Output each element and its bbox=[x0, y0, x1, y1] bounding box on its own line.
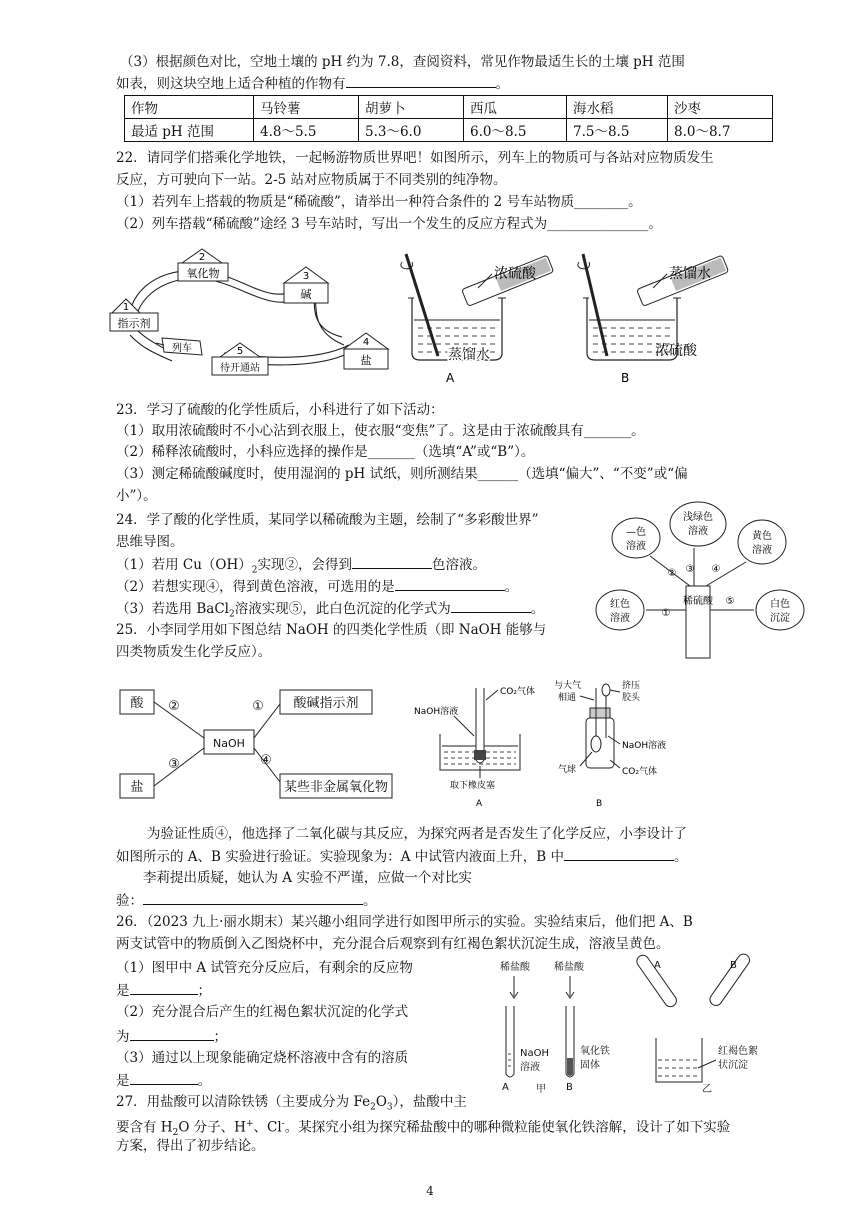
svg-text:盐: 盐 bbox=[360, 354, 372, 367]
svg-text:溶液: 溶液 bbox=[688, 526, 708, 537]
svg-text:相通: 相通 bbox=[558, 693, 577, 703]
q27-line1: 27．用盐酸可以清除铁锈（主要成分为 $Fe_2O_3$），盐酸中主 bbox=[116, 1094, 467, 1113]
q24-line4: （2）若想实现④，得到黄色溶液，可选用的是 。 bbox=[116, 576, 518, 597]
svg-text:①: ① bbox=[661, 608, 671, 619]
station-5 bbox=[212, 343, 268, 375]
q23-line5: 小”）。 bbox=[116, 488, 157, 504]
svg-text:A: A bbox=[502, 1082, 509, 1093]
svg-text:红褐色絮: 红褐色絮 bbox=[718, 1046, 758, 1057]
svg-text:酸碱指示剂: 酸碱指示剂 bbox=[293, 696, 359, 711]
q24-line1: 24．学了酸的化学性质，某同学以稀硫酸为主题，绘制了“多彩酸世界” bbox=[116, 512, 539, 528]
svg-text:稀盐酸: 稀盐酸 bbox=[500, 962, 530, 973]
svg-text:②: ② bbox=[667, 568, 677, 579]
svg-text:盐: 盐 bbox=[130, 780, 144, 795]
svg-text:列车: 列车 bbox=[172, 343, 192, 354]
q23-line2: （1）取用浓硫酸时不小心沾到衣服上，使衣服“变焦”了。这是由于浓硫酸具有_______。 bbox=[116, 423, 645, 439]
svg-text:NaOH溶液: NaOH溶液 bbox=[622, 741, 667, 751]
svg-text:3: 3 bbox=[302, 271, 310, 282]
svg-text:B: B bbox=[566, 1082, 573, 1093]
svg-text:B: B bbox=[621, 371, 630, 385]
svg-text:③: ③ bbox=[168, 757, 180, 772]
svg-text:NaOH: NaOH bbox=[520, 1048, 549, 1059]
page-number: 4 bbox=[426, 1184, 434, 1198]
table-cell: 7.5～8.5 bbox=[567, 119, 668, 142]
svg-text:氧化铁: 氧化铁 bbox=[580, 1046, 610, 1057]
svg-text:1: 1 bbox=[122, 302, 130, 313]
q27-line2: 要含有 $H_2O$ 分子、H+、Cl-。某探究小组为探究稀盐酸中的哪种微粒能使氧化铁溶解，设计了如下实验 bbox=[116, 1119, 731, 1139]
q23-line4: （3）测定稀硫酸碱度时，使用湿润的 pH 试纸，则所测结果______（选填“偏大”、“不变”或“偏 bbox=[116, 466, 688, 482]
q26-line3: （1）图甲中 A 试管充分反应后，有剩余的反应物 bbox=[116, 960, 413, 976]
q26-line4: 是 ； bbox=[116, 980, 211, 1001]
q24-line5: （3）若选用 BaCl$_2$溶液实现⑤，此白色沉淀的化学式为 。 bbox=[116, 598, 544, 625]
q26-line6: 为 ； bbox=[116, 1026, 227, 1047]
table-cell: 4.8～5.5 bbox=[254, 119, 359, 142]
q21-3-line1: （3）根据颜色对比，空地土壤的 pH 约为 7.8，查阅资料，常见作物最适生长的土壤 pH 范围 bbox=[120, 54, 685, 70]
q26-line8: 是 。 bbox=[116, 1070, 211, 1091]
svg-text:②: ② bbox=[168, 699, 180, 714]
label-concentrated-acid: 浓硫酸 bbox=[655, 343, 697, 359]
svg-text:B: B bbox=[730, 960, 737, 971]
table-cell: 5.3～6.0 bbox=[359, 119, 464, 142]
co2-experiment-b bbox=[552, 678, 682, 813]
svg-text:状沉淀: 状沉淀 bbox=[718, 1060, 748, 1071]
table-cell: 6.0～8.5 bbox=[464, 119, 567, 142]
subway-map-diagram bbox=[104, 245, 394, 380]
svg-text:待开通站: 待开通站 bbox=[220, 363, 260, 374]
table-cell: 最适 pH 范围 bbox=[125, 119, 254, 142]
table-cell: 海水稻 bbox=[567, 96, 668, 119]
label-water: 蒸馏水 bbox=[448, 347, 490, 363]
svg-text:4: 4 bbox=[362, 337, 370, 348]
node-light-green bbox=[670, 502, 726, 546]
svg-text:④: ④ bbox=[260, 753, 272, 768]
q22-line3: （1）若列车上搭载的物质是“稀硫酸”，请举出一种符合条件的 2 号车站物质________。 bbox=[116, 194, 642, 210]
svg-text:气球: 气球 bbox=[558, 765, 577, 775]
svg-text:稀盐酸: 稀盐酸 bbox=[554, 962, 584, 973]
svg-text:稀硫酸: 稀硫酸 bbox=[683, 596, 713, 607]
node-red bbox=[596, 590, 644, 630]
q27-line3: 方案，得出了初步结论。 bbox=[116, 1138, 265, 1154]
q21-3-line2: 如表，则这块空地上适合种植的作物有 。 bbox=[116, 73, 509, 94]
q25-line1: 25．小李同学用如下图总结 NaOH 的四类化学性质（即 NaOH 能够与 bbox=[116, 622, 547, 638]
svg-text:沉淀: 沉淀 bbox=[770, 613, 790, 624]
svg-text:B: B bbox=[596, 799, 603, 809]
svg-text:A: A bbox=[476, 799, 483, 809]
dilution-figure-b bbox=[573, 248, 743, 388]
svg-text:碱: 碱 bbox=[300, 288, 312, 301]
svg-text:与大气: 与大气 bbox=[554, 681, 582, 691]
q25-line6: 验： 。 bbox=[116, 890, 377, 911]
q23-line1: 23．学习了硫酸的化学性质后，小科进行了如下活动： bbox=[116, 402, 444, 418]
q22-line4: （2）列车搭载“稀硫酸”途经 3 号车站时，写出一个发生的反应方程式为_______________。 bbox=[116, 216, 662, 232]
svg-text:白色: 白色 bbox=[770, 599, 790, 610]
svg-text:2: 2 bbox=[198, 252, 206, 263]
svg-text:甲: 甲 bbox=[536, 1084, 546, 1095]
svg-text:溶液: 溶液 bbox=[610, 613, 630, 624]
svg-text:取下橡皮塞: 取下橡皮塞 bbox=[450, 781, 496, 791]
station-2 bbox=[178, 249, 228, 281]
svg-text:乙: 乙 bbox=[702, 1084, 712, 1095]
svg-text:氧化物: 氧化物 bbox=[186, 267, 220, 280]
q22-line1: 22．请同学们搭乘化学地铁，一起畅游物质世界吧！如图所示，列车上的物质可与各站对应物质发生 bbox=[116, 150, 714, 166]
dilution-figure-a bbox=[398, 248, 568, 388]
svg-text:④: ④ bbox=[711, 564, 721, 575]
q25-line5: 李莉提出质疑，她认为 A 实验不严谨，应做一个对比实 bbox=[143, 870, 472, 886]
svg-text:浅绿色: 浅绿色 bbox=[683, 512, 713, 523]
station-3 bbox=[284, 267, 328, 303]
q26-line5: （2）充分混合后产生的红褐色絮状沉淀的化学式 bbox=[116, 1004, 409, 1020]
q23-line3: （2）稀释浓硫酸时，小科应选择的操作是_______（选填“A”或“B”）。 bbox=[116, 444, 535, 460]
station-4 bbox=[344, 333, 388, 369]
svg-text:某些非金属氧化物: 某些非金属氧化物 bbox=[283, 780, 389, 795]
label-concentrated-acid: 浓硫酸 bbox=[494, 266, 536, 282]
q25-line2: 四类物质发生化学反应）。 bbox=[116, 644, 272, 660]
svg-text:⑤: ⑤ bbox=[725, 596, 735, 607]
svg-text:A: A bbox=[446, 371, 455, 385]
node-white-ppt bbox=[756, 590, 804, 630]
svg-text:胶头: 胶头 bbox=[622, 693, 641, 703]
svg-text:黄色: 黄色 bbox=[752, 531, 772, 542]
svg-text:酸: 酸 bbox=[130, 696, 144, 711]
svg-text:NaOH: NaOH bbox=[213, 737, 245, 750]
svg-text:A: A bbox=[654, 960, 661, 971]
q25-line4: 如图所示的 A、B 实验进行验证。实验现象为：A 中试管内液面上升，B 中 。 bbox=[116, 846, 688, 867]
svg-text:—色: —色 bbox=[626, 527, 646, 538]
table-cell: 马铃薯 bbox=[254, 96, 359, 119]
acid-mind-map bbox=[594, 498, 814, 668]
svg-text:溶液: 溶液 bbox=[626, 541, 646, 552]
svg-text:CO₂气体: CO₂气体 bbox=[622, 767, 657, 777]
reaction-figure-jia-yi bbox=[480, 958, 800, 1098]
train-icon bbox=[156, 338, 202, 355]
svg-text:指示剂: 指示剂 bbox=[117, 317, 151, 330]
svg-text:溶液: 溶液 bbox=[752, 545, 772, 556]
q24-line2: 思维导图。 bbox=[116, 534, 184, 550]
naoh-properties-diagram bbox=[110, 682, 400, 807]
ph-range-table bbox=[124, 95, 773, 142]
node-color-solution bbox=[612, 518, 660, 558]
co2-experiment-a bbox=[410, 680, 540, 815]
q24-line3: （1）若用 $Cu(OH)_2$实现②，会得到 色溶液。 bbox=[116, 554, 486, 581]
svg-text:固体: 固体 bbox=[580, 1060, 600, 1071]
table-cell: 沙枣 bbox=[668, 96, 773, 119]
svg-text:NaOH溶液: NaOH溶液 bbox=[414, 707, 459, 717]
svg-text:溶液: 溶液 bbox=[520, 1062, 540, 1073]
q22-line2: 反应，方可驶向下一站。2-5 站对应物质属于不同类别的纯净物。 bbox=[116, 172, 507, 188]
svg-text:CO₂气体: CO₂气体 bbox=[500, 687, 535, 697]
svg-text:③: ③ bbox=[685, 564, 695, 575]
svg-text:①: ① bbox=[252, 699, 264, 714]
q25-line3: 为验证性质④，他选择了二氧化碳与其反应，为探究两者是否发生了化学反应，小李设计了 bbox=[147, 826, 687, 842]
table-cell: 作物 bbox=[125, 96, 254, 119]
svg-text:红色: 红色 bbox=[610, 599, 630, 610]
q26-line7: （3）通过以上现象能确定烧杯溶液中含有的溶质 bbox=[116, 1050, 409, 1066]
table-cell: 胡萝卜 bbox=[359, 96, 464, 119]
q26-line1: 26．（2023 九上·丽水期末）某兴趣小组同学进行如图甲所示的实验。实验结束后，他们把 A、B bbox=[116, 914, 693, 930]
table-cell: 西瓜 bbox=[464, 96, 567, 119]
label-water: 蒸馏水 bbox=[669, 266, 711, 282]
station-1 bbox=[110, 299, 158, 331]
table-cell: 8.0～8.7 bbox=[668, 119, 773, 142]
node-yellow bbox=[738, 520, 786, 564]
q26-line2: 两支试管中的物质倒入乙图烧杯中，充分混合后观察到有红褐色絮状沉淀生成，溶液呈黄色。 bbox=[116, 936, 670, 952]
svg-text:挤压: 挤压 bbox=[622, 681, 641, 691]
svg-text:5: 5 bbox=[236, 346, 244, 357]
